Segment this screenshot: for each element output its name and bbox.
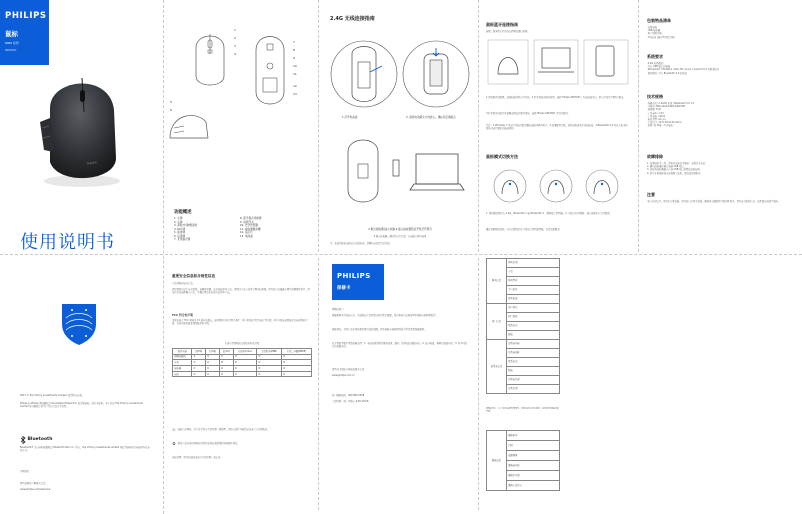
table-header-cell: 汞(Hg) [205,349,219,355]
spec-item: ·分辨率: 800-1200-1600-2400 DPI [647,105,686,109]
battery-text: 电池处理：请勿将废旧电池与生活垃圾一起丢弃。 [172,456,223,459]
mouse-diagram-side-view [166,108,210,150]
bluetooth-logo [20,436,52,444]
safety-title: 重要安全信息和合规性信息 [172,274,216,278]
card-field[interactable]: 联系电话 [507,358,560,367]
spec-item: ·产品尺寸: 127×79.4×45.4mm [647,121,682,125]
card-field[interactable]: 购买渠道 [507,295,560,304]
callout-5: 5 [170,100,172,104]
spec-item: ·电池类型: AA ×1 [647,118,666,122]
feature-item: 13. 电池盖 [240,234,253,238]
safety-para1: 请仔细阅读以下安全说明，以确保正确、安全地使用本产品。请遵守产品上的所有警告和说明。请勿将产品暴露在雨中或潮湿环境中，请勿将任何液体溅入产品，不要在靠近水的地方使用本产品。 [172,288,310,295]
pkg-item: ·7号电池 (部分型号需另购) [647,35,675,39]
callout-3: 3 [234,44,236,48]
req-title: 系统要求 [647,54,663,59]
spec-item: ·工作电流: 10mA [647,114,666,118]
feature-item: 5. 前进键 [174,231,186,234]
pkg-item: ·用户说明手册 [647,32,662,36]
usb-receiver-icon [390,158,402,178]
guide-24g-note: 注：如使用新电池和已有的旧电池，请确认电池正常后使用。 [330,242,393,245]
cover-header [0,0,49,65]
step1-caption: 1.打开电池盖 [342,116,358,119]
feature-item: 11. 接收器储存槽 [240,227,261,231]
table-row [487,431,560,441]
card-section-label: 销售商信息 [487,340,507,394]
card-field[interactable]: 日期 [507,441,560,451]
card-field[interactable]: 销售商签章 [507,376,560,385]
card-field[interactable]: 邮编 [507,367,560,376]
service-hours: 工作时间：周一至周五 9:00-18:00 [332,400,369,403]
card-field[interactable]: 销售日期 [507,385,560,394]
spec-list [647,102,795,128]
hazard-table [172,348,312,377]
table-cell: 外壳 [173,360,192,366]
mode-switch-title: 鼠标模式切换方法 [486,154,518,159]
features-list-left [174,217,236,242]
card-field[interactable]: 产品 [507,268,560,277]
card-section-label: 用户信息 [487,304,507,340]
warranty-panel [324,258,474,510]
fold-line [478,0,479,252]
bt-guide-title: 鼠标蓝牙连接指南 [486,22,518,27]
fold-line [318,0,319,252]
card-section-label: 购买信息 [487,259,507,304]
specs-panel [643,0,799,252]
recycle-row [172,442,312,446]
callout-6: 6 [170,108,172,112]
laptop-icon [408,150,466,198]
table-row [487,304,560,313]
fcc-text: 本设备符合 FCC 规则第 15 部分的规定。操作须符合以下两个条件：(1) 本设备不得造成有害干扰；(2) 本设备必须接受任何收到的干扰，包括可能导致非预期操作的干扰。 [172,319,308,326]
bluetooth-icon [20,436,26,444]
table-cell: O [233,360,257,366]
visit-text: 请登录网站了解更多信息： [20,482,48,485]
spec-item: ·重量: 约 90g（不含电池） [647,124,676,128]
card-field[interactable]: 销售商地址 [507,349,560,358]
troubleshoot-item: 1. 如果鼠标不工作，请检查电池是否装好，电量是否充足。 [647,162,708,165]
card-field[interactable]: 维修单号 [507,431,560,441]
spec-title: 技术规格 [647,94,663,99]
warranty-site-label: 请登录飞利浦官网获取更多信息： [332,368,367,371]
mouse-hero-image [30,70,130,190]
table-cell: O [282,354,312,360]
pkg-item: ·USB 接收器 [647,29,661,33]
feature-item: 4. DPI 键 [174,227,186,231]
req-item: ·2.4G 无线模式: [647,62,664,65]
troubleshoot-item: 3. 尝试将接收器插入其他 USB 端口或靠近鼠标使用。 [647,168,703,172]
legal-panel [0,258,160,510]
card-field[interactable]: 联系电话 [507,322,560,331]
bluetooth-label: Bluetooth [27,436,53,442]
features-heading: 功能概述 [174,210,192,215]
bluetooth-panel [482,0,634,252]
feature-item: 8. 蓝牙模式切换键 [240,217,262,220]
feature-item: 10. 光学传感器 [240,224,258,227]
cover-panel [0,0,163,250]
table-header-cell: 多溴二苯醚(PBDE) [282,349,312,355]
trademark-text: 2021 © Top Victory Investments Limited. 保留所有权利。 [20,394,85,397]
table-cell: X [192,354,206,360]
overview-panel [166,0,316,252]
table-cell: O [233,354,257,360]
safety-panel [166,258,316,510]
feature-item: 2. 右键 [174,220,183,224]
mouse-diagram-bottom-view [250,30,290,110]
table-cell: O [205,354,219,360]
warranty-intro: 尊敬的用户： [332,308,346,311]
warranty-card-panel [482,258,562,510]
mode-switch-desc: 1. 短按模式键可在 2.4G、Bluetooth 1 和 Bluetooth 2 三种模式之间切换。2. 当指示灯闪烁时，表示鼠标正在等待配对。 [486,212,612,215]
guide-24g-panel [324,0,474,252]
troubleshoot-item: 2. 确认接收器已插入电脑 USB 端口。 [647,165,686,169]
card-field[interactable]: 维修方签章 [507,471,560,481]
weee-text: 废旧产品回收：本产品不得与生活垃圾一同处理，请将其送往当地指定的电子产品回收站。 [177,428,270,431]
philips-shield-icon [60,302,98,346]
table-header-cell: 多溴联苯(PBB) [257,349,282,355]
card-field[interactable]: 故障现象 [507,451,560,461]
warranty-p3: 以下情况不属于免费保修范围：1. 未按使用说明书要求使用、维护、保管而造成损坏的；2. 私自拆装、修理造成损坏的；3. 因不可抗力造成损坏的。 [332,342,468,349]
warranty-p1: 感谢您购买飞利浦产品。为使您的产品得到良好的售后服务，请在购买后妥善保管本保修卡和购物发票。 [332,314,438,317]
hotline-label: 客户服务热线： [332,394,349,397]
table-cell: 接收器 [173,366,192,372]
mouse-diagram-top-view [190,30,230,88]
table-cell: O [192,371,206,377]
bt-guide-notes: 注意：1.Windows 7 及以下系统可能需要安装蓝牙驱动程序。2.如果配对失败，请将鼠标重置后重新连接；3.Bluetooth 5.0 及以上版本的设备可获得更好的连接体验。 [486,124,628,131]
table-cell: O [192,360,206,366]
fold-line [638,0,639,252]
table-cell: O [282,366,312,372]
warranty-p2: 保修期内，凡因产品本身质量问题引起的故障，凭本保修卡和购物凭证可享受免费保修服务。 [332,328,427,331]
callout-10: 10 [293,64,297,68]
pkg-item: ·无线鼠标 [647,26,657,29]
mode-switch-illustration [486,164,628,210]
feature-item: 7. 无线模式键 [174,238,191,241]
fold-line-horizontal [0,254,802,255]
req-item: ·Windows® 7/8/10/11 / Mac OS / Linux / Android 5.0 及更高版本 [647,68,720,72]
bt-guide-para2: 3.打开蓝牙功能并开始搜索附近的蓝牙设备，选择 Philips SPK7607 并进行配对。 [486,112,571,115]
callout-4: 4 [234,52,236,56]
feature-item: 12. 指示灯 [240,231,253,234]
table-cell: O [219,366,233,372]
table-header-cell: 六价铬(Cr6+) [233,349,257,355]
step1-illustration [330,36,398,114]
mode-switch-para2: 通过切换模式按钮，可在已配对的多台设备之间快速切换，无需重新配对。 [486,228,562,231]
hotline-row [332,394,468,397]
feature-item: 6. 后退键 [174,234,186,238]
spec-item: ·传输方式: 2.4GHz 无线 / Bluetooth 5.0 ×2 [647,102,694,105]
step4-caption: 4.插入接收器，确认指示灯亮起，在电脑上即可使用 [373,235,427,238]
table-cell: X [192,366,206,372]
trademark-text-2: Philips 和 Philips 盾牌徽标是 Koninklijke Philips N.V. 的注册商标，经许可使用。本产品由 Top Victory Investments Limited 或其附属公司生产并在其责任下销售。 [20,402,143,409]
fold-line [318,258,319,510]
table-cell: O [282,360,312,366]
hazard-table-title: 有毒有害物质或元素的名称及含量 [224,342,260,345]
warranty-header [332,264,384,300]
callout-11: 11 [293,72,297,76]
callout-1: 1 [234,28,236,32]
table-cell: O [219,360,233,366]
table-cell: 电池 [173,371,192,377]
mouse-logo-text: PHILIPS [86,161,97,166]
fold-line [163,0,164,514]
req-item: ·具有 USB 端口的电脑 [647,65,670,69]
table-cell: O [233,371,257,377]
warranty-site[interactable]: www.philips.com.cn [332,374,355,377]
table-cell: O [257,354,282,360]
fcc-title: FCC 符合性声明 [172,313,193,317]
table-cell: 印刷电路板 [173,354,192,360]
table-header-cell: 铅(Pb) [192,349,206,355]
safety-intro: 产品环境和安全信息。 [172,282,195,285]
step2-caption: 2. 请将电池箭头方向装入，确认和正确指示 [406,116,456,119]
step2-illustration [402,36,470,114]
card-field[interactable]: 邮编 [507,331,560,340]
guide-24g-title: 2.4G 无线连接指南 [330,16,375,22]
cover-product: 鼠标 [5,30,18,38]
feature-item: 9. 电源开关 [240,220,254,224]
website-link[interactable]: www.philips.com/welcome [20,488,51,491]
recycle-text: 您的产品采用可回收和可重复使用的高质量材料和组件制造。 [177,442,240,445]
table-cell: O [219,354,233,360]
card-field[interactable]: 购买型号 [507,277,560,286]
warranty-card-table [486,258,560,394]
callout-13: 13 [293,92,297,96]
callout-8: 8 [293,48,295,52]
pkg-list [647,26,795,39]
bt-guide-body: 1.请将模式切换键，使鼠标蓝牙指示灯亮起。2.打开设备的蓝牙设置，选择 Philips SPK7607；3.连接成功后，指示灯将常亮3秒后熄灭。 [486,96,626,99]
table-cell: O [257,371,282,377]
spec-item: ·按键数: 8 键 [647,108,661,112]
repair-record-table [486,430,560,491]
bluetooth-text: Bluetooth® 文字商标和徽标是 Bluetooth SIG, Inc. 所有，Top Victory Investments Limited 对此类商标的任何使用均已获得许可。 [20,446,150,453]
table-cell: O [233,366,257,372]
card-field[interactable]: 生产编号 [507,286,560,295]
spec-item: ·工作电压: 1.5V [647,111,664,115]
notice-body: 本产品非玩具，请勿让儿童玩耍。请勿将产品置于高温、潮湿或有腐蚀性气体的环境中。请勿自行拆卸产品，以免损坏或发生危险。 [647,200,781,203]
notice-title: 注意 [647,192,655,197]
feature-item: 3. 滚轮/中键/侧滚轮 [174,224,198,227]
req-item: ·蓝牙模式: 具有 Bluetooth 5.0 的设备 [647,71,687,75]
step3-illustration [342,134,384,208]
callout-12: 12 [293,84,297,88]
hotline-number: 400 880 0008 [348,394,365,397]
callout-2: 2 [234,36,236,40]
warranty-logo: PHILIPS [337,272,371,280]
cover-title: 使用说明书 [20,232,115,250]
callout-9: 9 [293,56,295,60]
card-field[interactable]: 维修人员签字 [507,481,560,491]
made-in: 中国制造 [20,470,30,473]
weee-row [172,428,312,432]
warranty-label: 保修卡 [337,286,351,291]
brand-logo: PHILIPS [5,11,47,21]
bt-guide-subtitle: 按键，蓝牙指示灯将以每秒两次速度闪烁 [486,30,528,33]
cover-series: 6000 系列 [5,41,19,45]
troubleshoot-item: 4. 请勿在玻璃或高反光表面上使用，建议使用鼠标垫。 [647,171,703,175]
table-cell: O [257,366,282,372]
table-header-cell: 部件名称 [173,349,192,355]
card-field[interactable]: 维修商名称 [507,461,560,471]
troubleshoot-list [647,162,795,175]
table-row [487,340,560,349]
table-header-cell: 镉(Cd) [219,349,233,355]
troubleshoot-title: 故障排除 [647,154,663,159]
pkg-title: 包装物品清单 [647,18,671,23]
recycle-bin-icon: ♲ [172,427,176,432]
table-row [173,371,312,377]
step3-caption: 3.取出接收器,插入电脑 4.插入接收器然后开机打开即可 [368,228,432,231]
card-field[interactable]: 购买日期 [507,259,560,268]
card-note: 尊敬的用户：以上信息由销售商填写，请您核对无误后保存，如有疑问请联系销售商。 [486,408,559,413]
callout-7: 7 [293,40,295,44]
card-field[interactable]: 用户地址 [507,313,560,322]
table-cell: O [257,360,282,366]
table-cell: O [205,371,219,377]
req-list [647,62,795,75]
card-field[interactable]: 销售商名称 [507,340,560,349]
table-cell: O [205,360,219,366]
card-field[interactable]: 用户姓名 [507,304,560,313]
table-cell: O [219,371,233,377]
feature-item: 1. 左键 [174,217,183,220]
bt-pairing-illustration [486,38,630,90]
table-cell: O [282,371,312,377]
card-section-label: 维修记录 [487,431,507,491]
table-row [487,259,560,268]
recycle-icon: ♻ [172,441,176,446]
features-list-right [240,217,310,238]
table-cell: O [205,366,219,372]
fold-line [478,258,479,510]
cover-model: SPK7607 [5,49,17,52]
